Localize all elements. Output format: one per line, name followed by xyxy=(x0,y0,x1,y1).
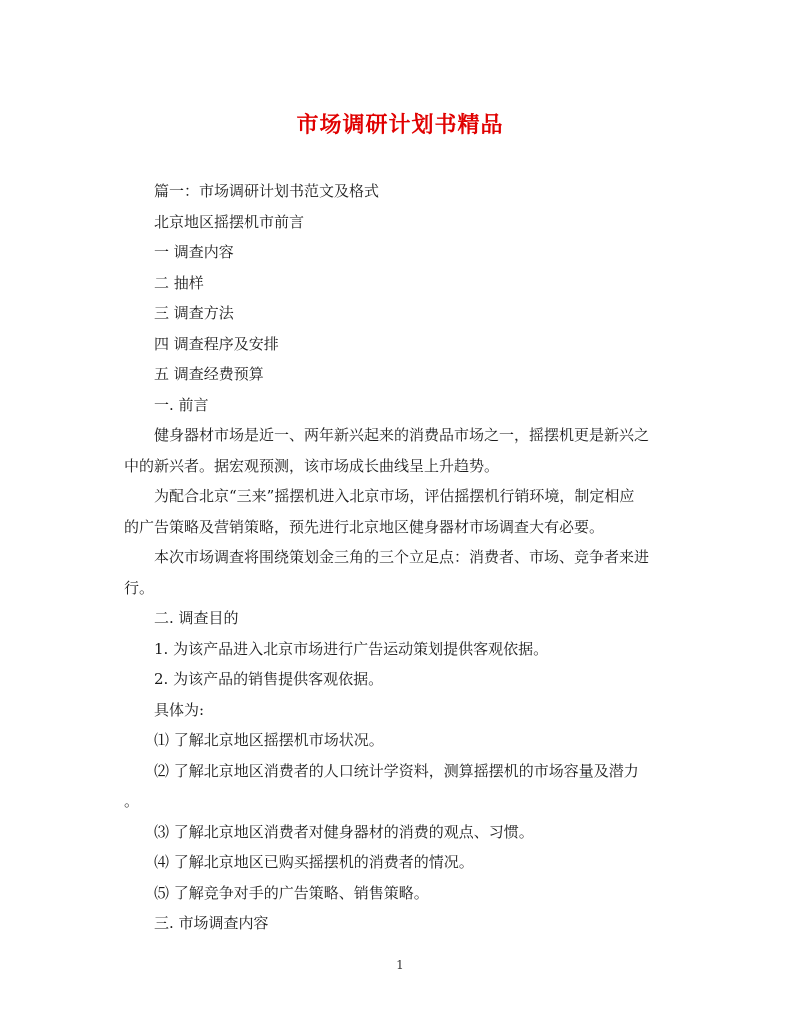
toc-item-4: 四 调查程序及安排 xyxy=(154,334,279,353)
document-title: 市场调研计划书精品 xyxy=(296,112,504,138)
toc-item-5: 五 调查经费预算 xyxy=(154,365,264,383)
paragraph-2-line-1: 为配合北京“三来”摇摆机进入北京市场，评估摇摆机行销环境，制定相应 xyxy=(154,487,635,505)
specific-item-5: ⑸ 了解竞争对手的广告策略、销售策略。 xyxy=(154,883,429,902)
toc-item-2: 二 抽样 xyxy=(154,273,204,292)
objective-item-1: 1. 为该产品进入北京市场进行广告运动策划提供客观依据。 xyxy=(154,639,549,658)
line-subtitle: 北京地区摇摆机市前言 xyxy=(154,212,305,231)
paragraph-2 xyxy=(124,481,680,542)
toc-item-3: 三 调查方法 xyxy=(154,304,234,322)
specific-item-4: ⑷ 了解北京地区已购买摇摆机的消费者的情况。 xyxy=(154,853,474,871)
section-2-heading: 二. 调查目的 xyxy=(154,609,239,627)
toc-item-1: 一 调查内容 xyxy=(154,243,234,261)
objective-item-2: 2. 为该产品的销售提供客观依据。 xyxy=(154,670,384,688)
paragraph-1-line-1: 健身器材市场是近一、两年新兴起来的消费品市场之一，摇摆机更是新兴之 xyxy=(154,426,650,444)
specific-item-2-line-2: 。 xyxy=(124,792,140,810)
section-3-heading: 三. 市场调查内容 xyxy=(154,914,269,932)
specific-item-2 xyxy=(124,756,680,817)
paragraph-1-line-2: 中的新兴者。据宏观预测，该市场成长曲线呈上升趋势。 xyxy=(124,456,500,475)
specific-item-2-line-1: ⑵ 了解北京地区消费者的人口统计学资料，测算摇摆机的市场容量及潜力 xyxy=(154,761,639,780)
specific-item-3: ⑶ 了解北京地区消费者对健身器材的消费的观点、习惯。 xyxy=(154,822,534,841)
document-body xyxy=(124,176,680,939)
paragraph-3 xyxy=(124,542,680,603)
paragraph-3-line-2: 行。 xyxy=(124,578,155,597)
specific-label: 具体为: xyxy=(154,700,205,719)
paragraph-3-line-1: 本次市场调查将围绕策划金三角的三个立足点：消费者、市场、竞争者来进 xyxy=(154,548,650,566)
line-chapter-heading: 篇一：市场调研计划书范文及格式 xyxy=(154,182,380,200)
specific-item-1: ⑴ 了解北京地区摇摆机市场状况。 xyxy=(154,731,384,749)
paragraph-2-line-2: 的广告策略及营销策略，预先进行北京地区健身器材市场调查大有必要。 xyxy=(124,517,605,536)
section-1-heading: 一. 前言 xyxy=(154,395,209,414)
paragraph-1 xyxy=(124,420,680,481)
page-number: 1 xyxy=(396,958,404,972)
